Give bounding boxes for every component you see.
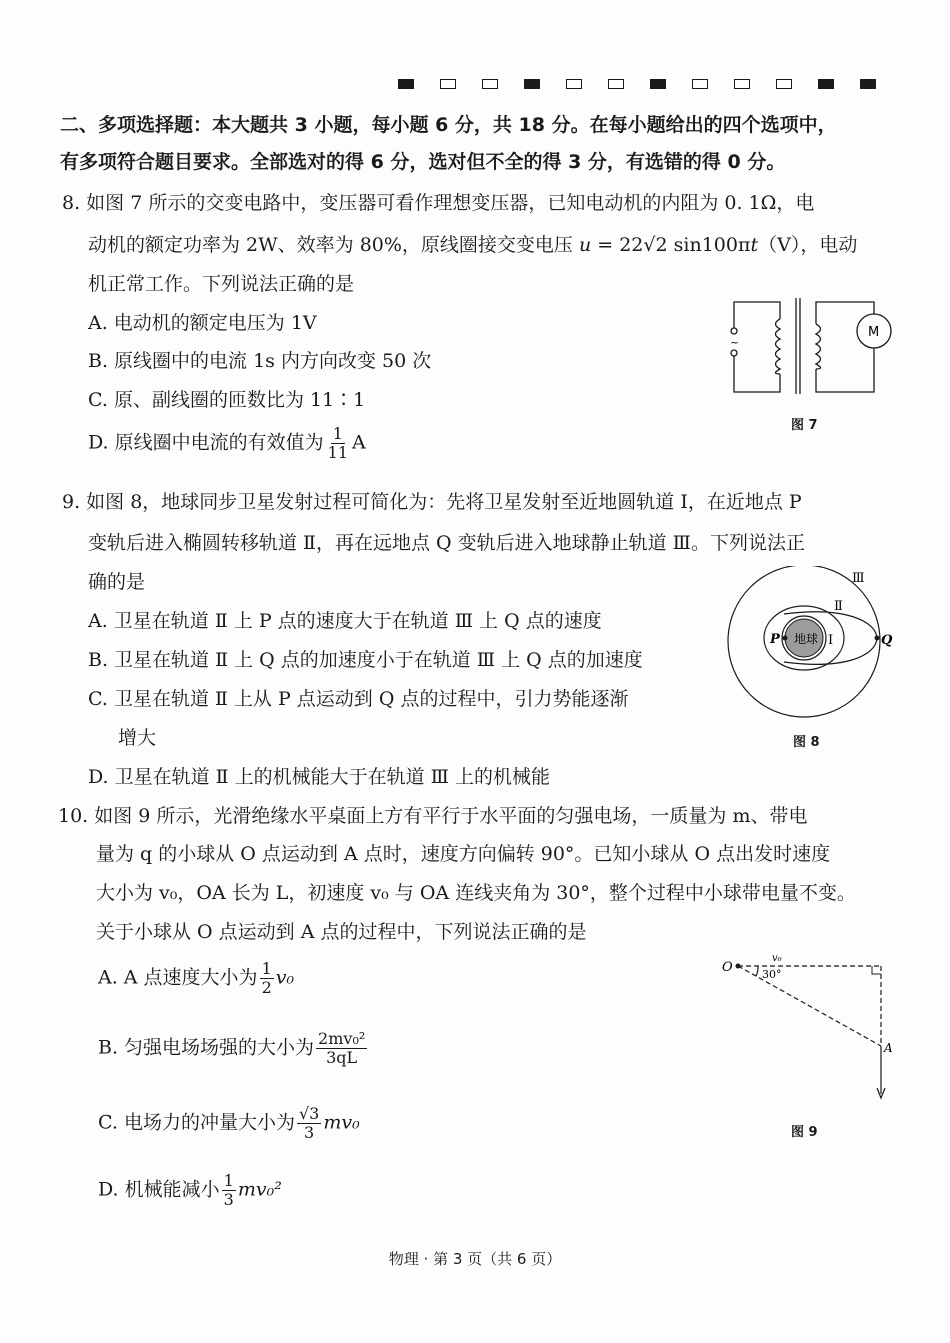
- figure-9-trajectory-diagram: [716, 948, 901, 1108]
- figure-8-caption: 图 8: [793, 735, 820, 750]
- registration-mark: [566, 79, 582, 89]
- registration-mark: [776, 79, 792, 89]
- q8-stem-line-1: 8. 如图 7 所示的交变电路中，变压器可看作理想变压器，已知电动机的内阻为 0. 1Ω，电: [62, 192, 815, 214]
- q10-stem-line-1: 10. 如图 9 所示，光滑绝缘水平桌面上方有平行于水平面的匀强电场，一质量为 m、带电: [58, 805, 808, 827]
- q10-option-d: D. 机械能减小 $\frac{1}{3}$ mv₀²: [98, 1171, 282, 1209]
- registration-mark: [482, 79, 498, 89]
- q9-stem-line-3: 确的是: [88, 571, 146, 593]
- registration-mark: [524, 79, 540, 89]
- v0-label: v₀: [772, 953, 782, 964]
- registration-mark: [608, 79, 624, 89]
- registration-mark: [818, 79, 834, 89]
- figure-9-caption: 图 9: [791, 1125, 818, 1140]
- q8-option-a: A. 电动机的额定电压为 1V: [88, 312, 317, 334]
- motor-icon-label: M: [868, 325, 880, 340]
- registration-mark: [650, 79, 666, 89]
- point-a-label: A: [884, 1041, 893, 1055]
- q10-option-a: A. A 点速度大小为 $\frac{1}{2}$ v₀: [98, 959, 295, 997]
- q10-option-c: C. 电场力的冲量大小为 $\frac{√3}{3}$ mv₀: [98, 1104, 360, 1142]
- q8-option-d: D. 原线圈中电流的有效值为 $\frac{1}{11}$ A: [88, 424, 366, 462]
- q8-option-c: C. 原、副线圈的匝数比为 11∶1: [88, 389, 366, 411]
- registration-mark: [860, 79, 876, 89]
- point-q-label: Q: [881, 633, 893, 648]
- page-footer: 物理 · 第 3 页（共 6 页）: [388, 1250, 562, 1268]
- earth-label: 地球: [794, 632, 819, 646]
- ac-source-symbol: ~: [730, 336, 740, 349]
- q9-option-d: D. 卫星在轨道 Ⅱ 上的机械能大于在轨道 Ⅲ 上的机械能: [88, 766, 551, 788]
- registration-mark: [692, 79, 708, 89]
- figure-7-caption: 图 7: [791, 418, 818, 433]
- registration-mark: [440, 79, 456, 89]
- q10-stem-line-3: 大小为 v₀，OA 长为 L，初速度 v₀ 与 OA 连线夹角为 30°，整个过程中小球带电量不变。: [96, 882, 856, 904]
- q9-stem-line-1: 9. 如图 8，地球同步卫星发射过程可简化为：先将卫星发射至近地圆轨道 Ⅰ，在近地点 P: [62, 491, 802, 513]
- section-heading-line-1: 二、多项选择题：本大题共 3 小题，每小题 6 分，共 18 分。在每小题给出的四个选项中，: [60, 114, 837, 136]
- figure-8-orbit-diagram: [724, 566, 899, 726]
- q8-stem-line-2: 动机的额定功率为 2W、效率为 80%，原线圈接交变电压 u = 22√2 sin100πt（V），电动: [88, 234, 858, 256]
- q10-stem-line-2: 量为 q 的小球从 O 点运动到 A 点时，速度方向偏转 90°。已知小球从 O 点出发时速度: [96, 843, 831, 865]
- q9-option-c-continued: 增大: [118, 727, 157, 749]
- q9-option-c: C. 卫星在轨道 Ⅱ 上从 P 点运动到 Q 点的过程中，引力势能逐渐: [88, 688, 629, 710]
- q10-option-b: B. 匀强电场场强的大小为 $\frac{\text{2mv₀²}}{3qL}$: [98, 1029, 366, 1067]
- figure-7-transformer-circuit: [720, 284, 895, 399]
- point-p-label: P: [770, 632, 780, 647]
- registration-mark: [734, 79, 750, 89]
- orbit-i-label: I: [828, 633, 834, 648]
- angle-label: 30°: [762, 968, 782, 981]
- q8-option-b: B. 原线圈中的电流 1s 内方向改变 50 次: [88, 350, 432, 372]
- q9-stem-line-2: 变轨后进入椭圆转移轨道 Ⅱ，再在远地点 Q 变轨后进入地球静止轨道 Ⅲ。下列说法正: [88, 532, 805, 554]
- section-heading-line-2: 有多项符合题目要求。全部选对的得 6 分，选对但不全的得 3 分，有选错的得 0 分。: [60, 151, 786, 173]
- orbit-iii-label: Ⅲ: [852, 571, 865, 586]
- q8-stem-line-3: 机正常工作。下列说法正确的是: [88, 273, 355, 295]
- q9-option-a: A. 卫星在轨道 Ⅱ 上 P 点的速度大于在轨道 Ⅲ 上 Q 点的速度: [88, 610, 602, 632]
- point-o-label: O: [722, 960, 733, 975]
- q10-stem-line-4: 关于小球从 O 点运动到 A 点的过程中，下列说法正确的是: [96, 921, 587, 943]
- header-registration-marks: [398, 79, 902, 89]
- q9-option-b: B. 卫星在轨道 Ⅱ 上 Q 点的加速度小于在轨道 Ⅲ 上 Q 点的加速度: [88, 649, 643, 671]
- orbit-ii-label: Ⅱ: [834, 599, 843, 614]
- registration-mark: [398, 79, 414, 89]
